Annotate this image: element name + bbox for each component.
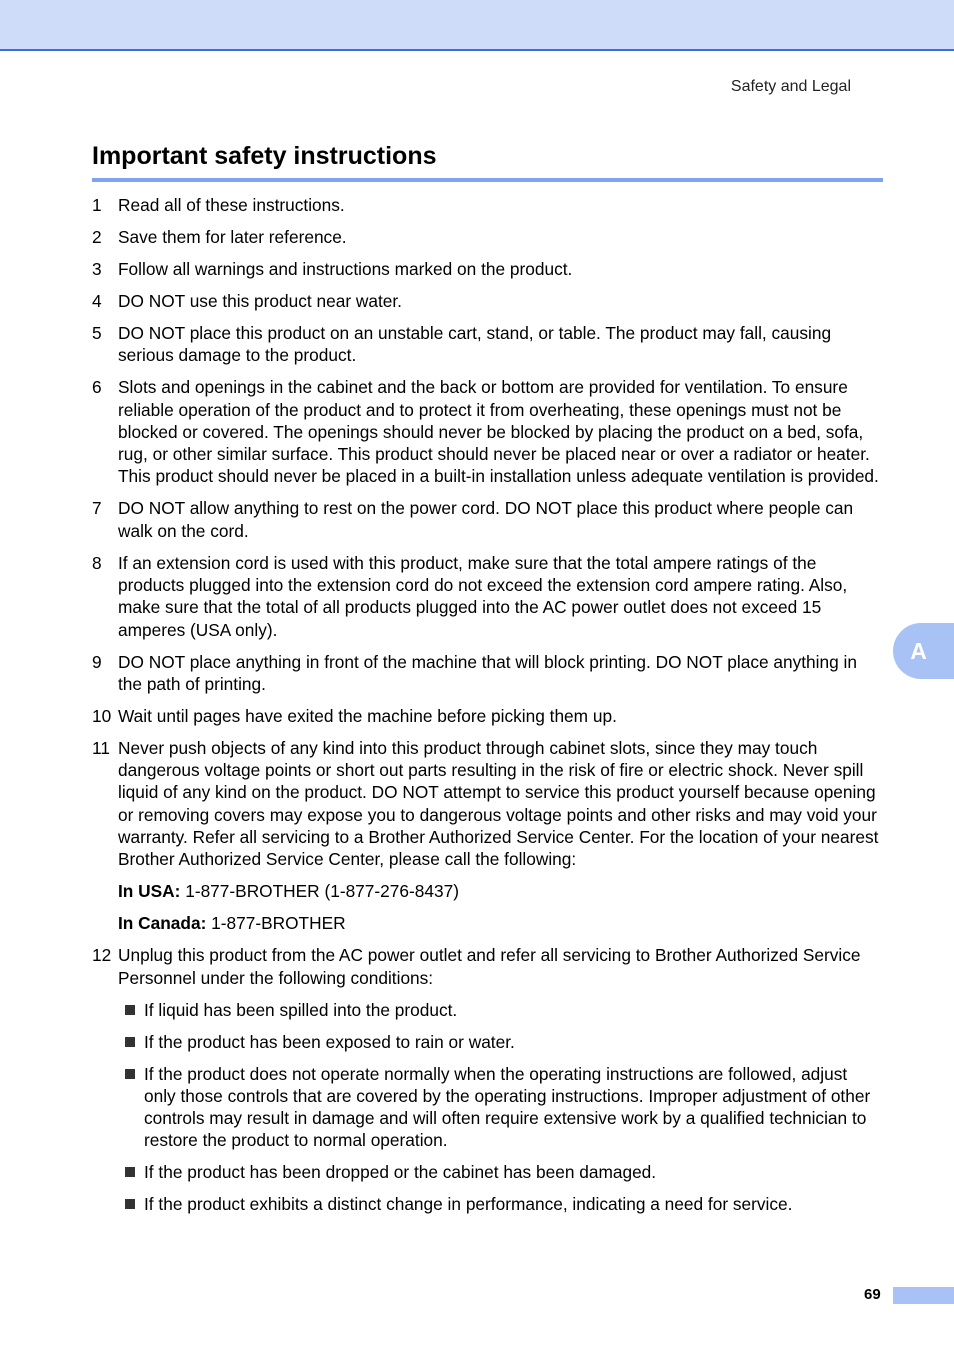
square-bullet-icon [125,1031,144,1053]
condition-item [92,1031,883,1053]
item-text: Wait until pages have exited the machine before picking them up. [118,705,617,726]
list-item [92,737,883,871]
square-bullet-icon [125,1193,144,1215]
condition-text: If the product has been exposed to rain or water. [144,1031,515,1052]
square-bullet-icon [125,1161,144,1183]
square-bullet-icon [125,999,144,1021]
page-number: 69 [864,1286,881,1303]
condition-item [92,1063,883,1152]
condition-text: If the product exhibits a distinct change in performance, indicating a need for service. [144,1194,793,1215]
item-number: 4 [92,290,102,311]
list-item [92,376,883,487]
item-text: Save them for later reference. [118,226,347,247]
item-number: 9 [92,651,102,672]
condition-item [92,999,883,1021]
condition-item [92,1193,883,1215]
item-text: DO NOT place this product on an unstable cart, stand, or table. The product may fall, causing serious damage to the product. [118,322,832,366]
item-text: Read all of these instructions. [118,195,345,215]
contact-usa [92,880,883,902]
running-head: Safety and Legal [730,78,851,95]
header-band [0,0,954,51]
item-text: DO NOT use this product near water. [118,290,402,311]
item-number: 2 [92,226,102,247]
contact-phone: 1-877-BROTHER [206,913,346,934]
list-item [92,226,883,248]
item-text: If an extension cord is used with this product, make sure that the total ampere ratings of the products plugged into the extension cord do not exceed the extension cord ampere rating. Also, make sure that the total of all products plugged into the AC power outlet does not exceed 15 amperes (USA only). [118,552,848,640]
item-text: Unplug this product from the AC power outlet and refer all servicing to Brother Authorized Service Personnel under the following conditions: [118,945,861,988]
instruction-list [92,194,883,1225]
contact-label: In USA: [118,881,181,902]
list-item [92,944,883,989]
item-number: 11 [92,737,110,758]
item-number: 7 [92,498,102,519]
condition-text: If liquid has been spilled into the product. [144,999,458,1020]
list-item [92,322,883,367]
condition-text: If the product has been dropped or the cabinet has been damaged. [144,1162,657,1183]
item-text: Never push objects of any kind into this product through cabinet slots, since they may touch dangerous voltage points or short out parts resulting in the risk of fire or electric shock. Never spill liquid of any kind on the product. DO NOT attempt to service this product yourself because opening or removing covers may expose you to dangerous voltage points and other risks and may void your warranty. Refer all servicing to a Brother Authorized Service Center. For the location of your nearest Brother Authorized Service Center, please call the following: [118,737,879,870]
contact-label: In Canada: [118,913,207,934]
square-bullet-icon [125,1063,144,1152]
condition-text: If the product does not operate normally when the operating instructions are followed, adjust only those controls that are covered by the operating instructions. Improper adjustment of other controls may result in damage and will often require extensive work by a qualified technician to restore the product to normal operation. [144,1063,871,1151]
item-text: DO NOT allow anything to rest on the power cord. DO NOT place this product where people can walk on the cord. [118,498,854,541]
item-number: 6 [92,377,102,398]
list-item [92,705,883,727]
list-item [92,651,883,696]
page-title: Important safety instructions [92,142,437,170]
appendix-tab: A [893,623,954,679]
item-text: Slots and openings in the cabinet and the back or bottom are provided for ventilation. To ensure reliable operation of the product and to protect it from overheating, these openings must not be blocked or covered. The openings should never be blocked by placing the product on a bed, sofa, rug, or other similar surface. This product should never be placed near or over a radiator or heater. This product should never be placed in a built-in installation unless adequate ventilation is provided. [118,377,879,487]
item-number: 8 [92,552,102,573]
item-number: 1 [92,195,102,215]
condition-item [92,1161,883,1183]
title-underline [92,178,883,182]
item-number: 10 [92,705,112,726]
list-item [92,497,883,542]
list-item [92,552,883,641]
item-text: DO NOT place anything in front of the machine that will block printing. DO NOT place anything in the path of printing. [118,651,857,694]
page-number-bar [893,1287,954,1304]
item-number: 3 [92,258,102,279]
contact-canada [92,912,883,934]
list-item [92,194,883,216]
list-item [92,258,883,280]
item-number: 5 [92,322,102,343]
item-text: Follow all warnings and instructions marked on the product. [118,258,573,279]
contact-phone: 1-877-BROTHER (1-877-276-8437) [180,881,459,902]
list-item [92,290,883,312]
item-number: 12 [92,945,112,966]
